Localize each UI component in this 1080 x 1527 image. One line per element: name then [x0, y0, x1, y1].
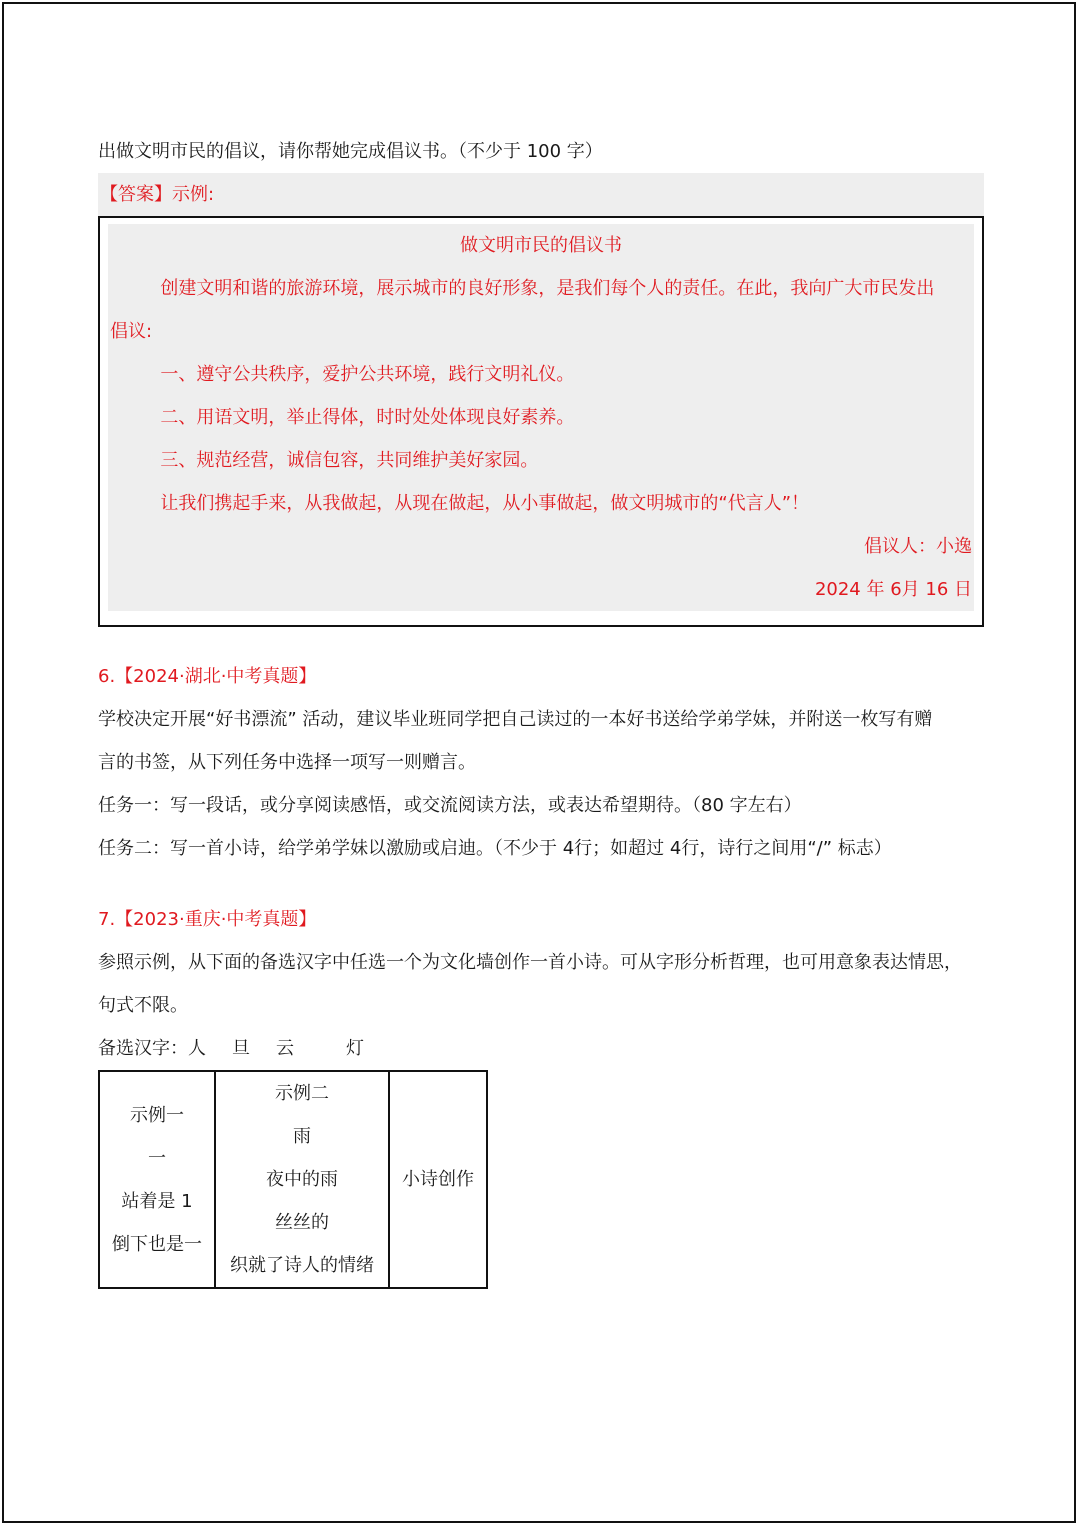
- candidate-char: 人: [188, 1038, 206, 1059]
- letter-item: 二、用语文明，举止得体，时时处处体现良好素养。: [160, 407, 575, 428]
- question-7: [98, 898, 988, 1289]
- poem-creation-label: 小诗创作: [402, 1169, 474, 1190]
- letter-item: 一、遵守公共秩序，爱护公共环境，践行文明礼仪。: [160, 364, 575, 385]
- poem-table: [98, 1070, 488, 1289]
- example-1-line: 倒下也是一: [112, 1233, 202, 1255]
- candidate-char: 旦: [232, 1038, 250, 1059]
- example-1-cell: [99, 1071, 215, 1288]
- letter-paragraph-line2: 倡议:: [110, 321, 153, 342]
- question-6-line1: 学校决定开展“好书漂流” 活动，建议毕业班同学把自己读过的一本好书送给学弟学妹，并附送一枚写有赠: [98, 709, 933, 730]
- letter-item: 三、规范经营，诚信包容，共同维护美好家园。: [160, 450, 539, 471]
- letter-content: [108, 224, 974, 611]
- document-content: [98, 130, 988, 1289]
- example-2-line: 丝丝的: [275, 1212, 329, 1233]
- candidate-char: 云: [276, 1038, 294, 1059]
- question-6-task1: 任务一：写一段话，或分享阅读感悟，或交流阅读方法，或表达希望期待。（80 字左右）: [98, 795, 802, 816]
- example-2-line: 示例二: [275, 1083, 329, 1104]
- example-1-line: 一: [148, 1147, 166, 1169]
- question-6-task2: 任务二：写一首小诗，给学弟学妹以激励或启迪。（不少于 4行；如超过 4行，诗行之间用“/” 标志）: [98, 838, 892, 859]
- letter-date: 2024 年 6月 16 日: [814, 579, 972, 600]
- question-6: [98, 655, 988, 870]
- example-2-cell: [215, 1071, 389, 1288]
- example-2-line: 织就了诗人的情绪: [230, 1255, 374, 1276]
- question-6-title: 6.【2024·湖北·中考真题】: [98, 666, 317, 687]
- letter-signer: 倡议人：小逸: [864, 536, 972, 557]
- example-1-line: 示例一: [130, 1104, 184, 1126]
- letter-closing: 让我们携起手来，从我做起，从现在做起，从小事做起，做文明城市的“代言人”！: [160, 493, 810, 514]
- candidate-characters: [98, 1027, 988, 1070]
- answer-label: 【答案】示例:: [98, 173, 984, 216]
- intro-line: 出做文明市民的倡议，请你帮她完成倡议书。（不少于 100 字）: [98, 141, 603, 162]
- question-7-line1: 参照示例，从下面的备选汉字中任选一个为文化墙创作一首小诗。可从字形分析哲理，也可用意象表达情思，: [98, 952, 962, 973]
- question-7-title: 7.【2023·重庆·中考真题】: [98, 909, 317, 930]
- letter-title: 做文明市民的倡议书: [460, 235, 622, 256]
- candidate-characters-label: 备选汉字：: [98, 1038, 188, 1059]
- answer-letter-box: [98, 216, 984, 627]
- example-2-line: 夜中的雨: [266, 1169, 338, 1190]
- candidate-char: 灯: [346, 1038, 364, 1059]
- example-2-line: 雨: [293, 1126, 311, 1147]
- example-1-line: 站着是 1: [121, 1190, 193, 1212]
- question-6-line2: 言的书签，从下列任务中选择一项写一则赠言。: [98, 752, 476, 773]
- letter-paragraph-line1: 创建文明和谐的旅游环境，展示城市的良好形象，是我们每个人的责任。在此，我向广大市民发出: [160, 278, 935, 299]
- poem-creation-cell[interactable]: [389, 1071, 487, 1288]
- question-7-line2: 句式不限。: [98, 995, 188, 1016]
